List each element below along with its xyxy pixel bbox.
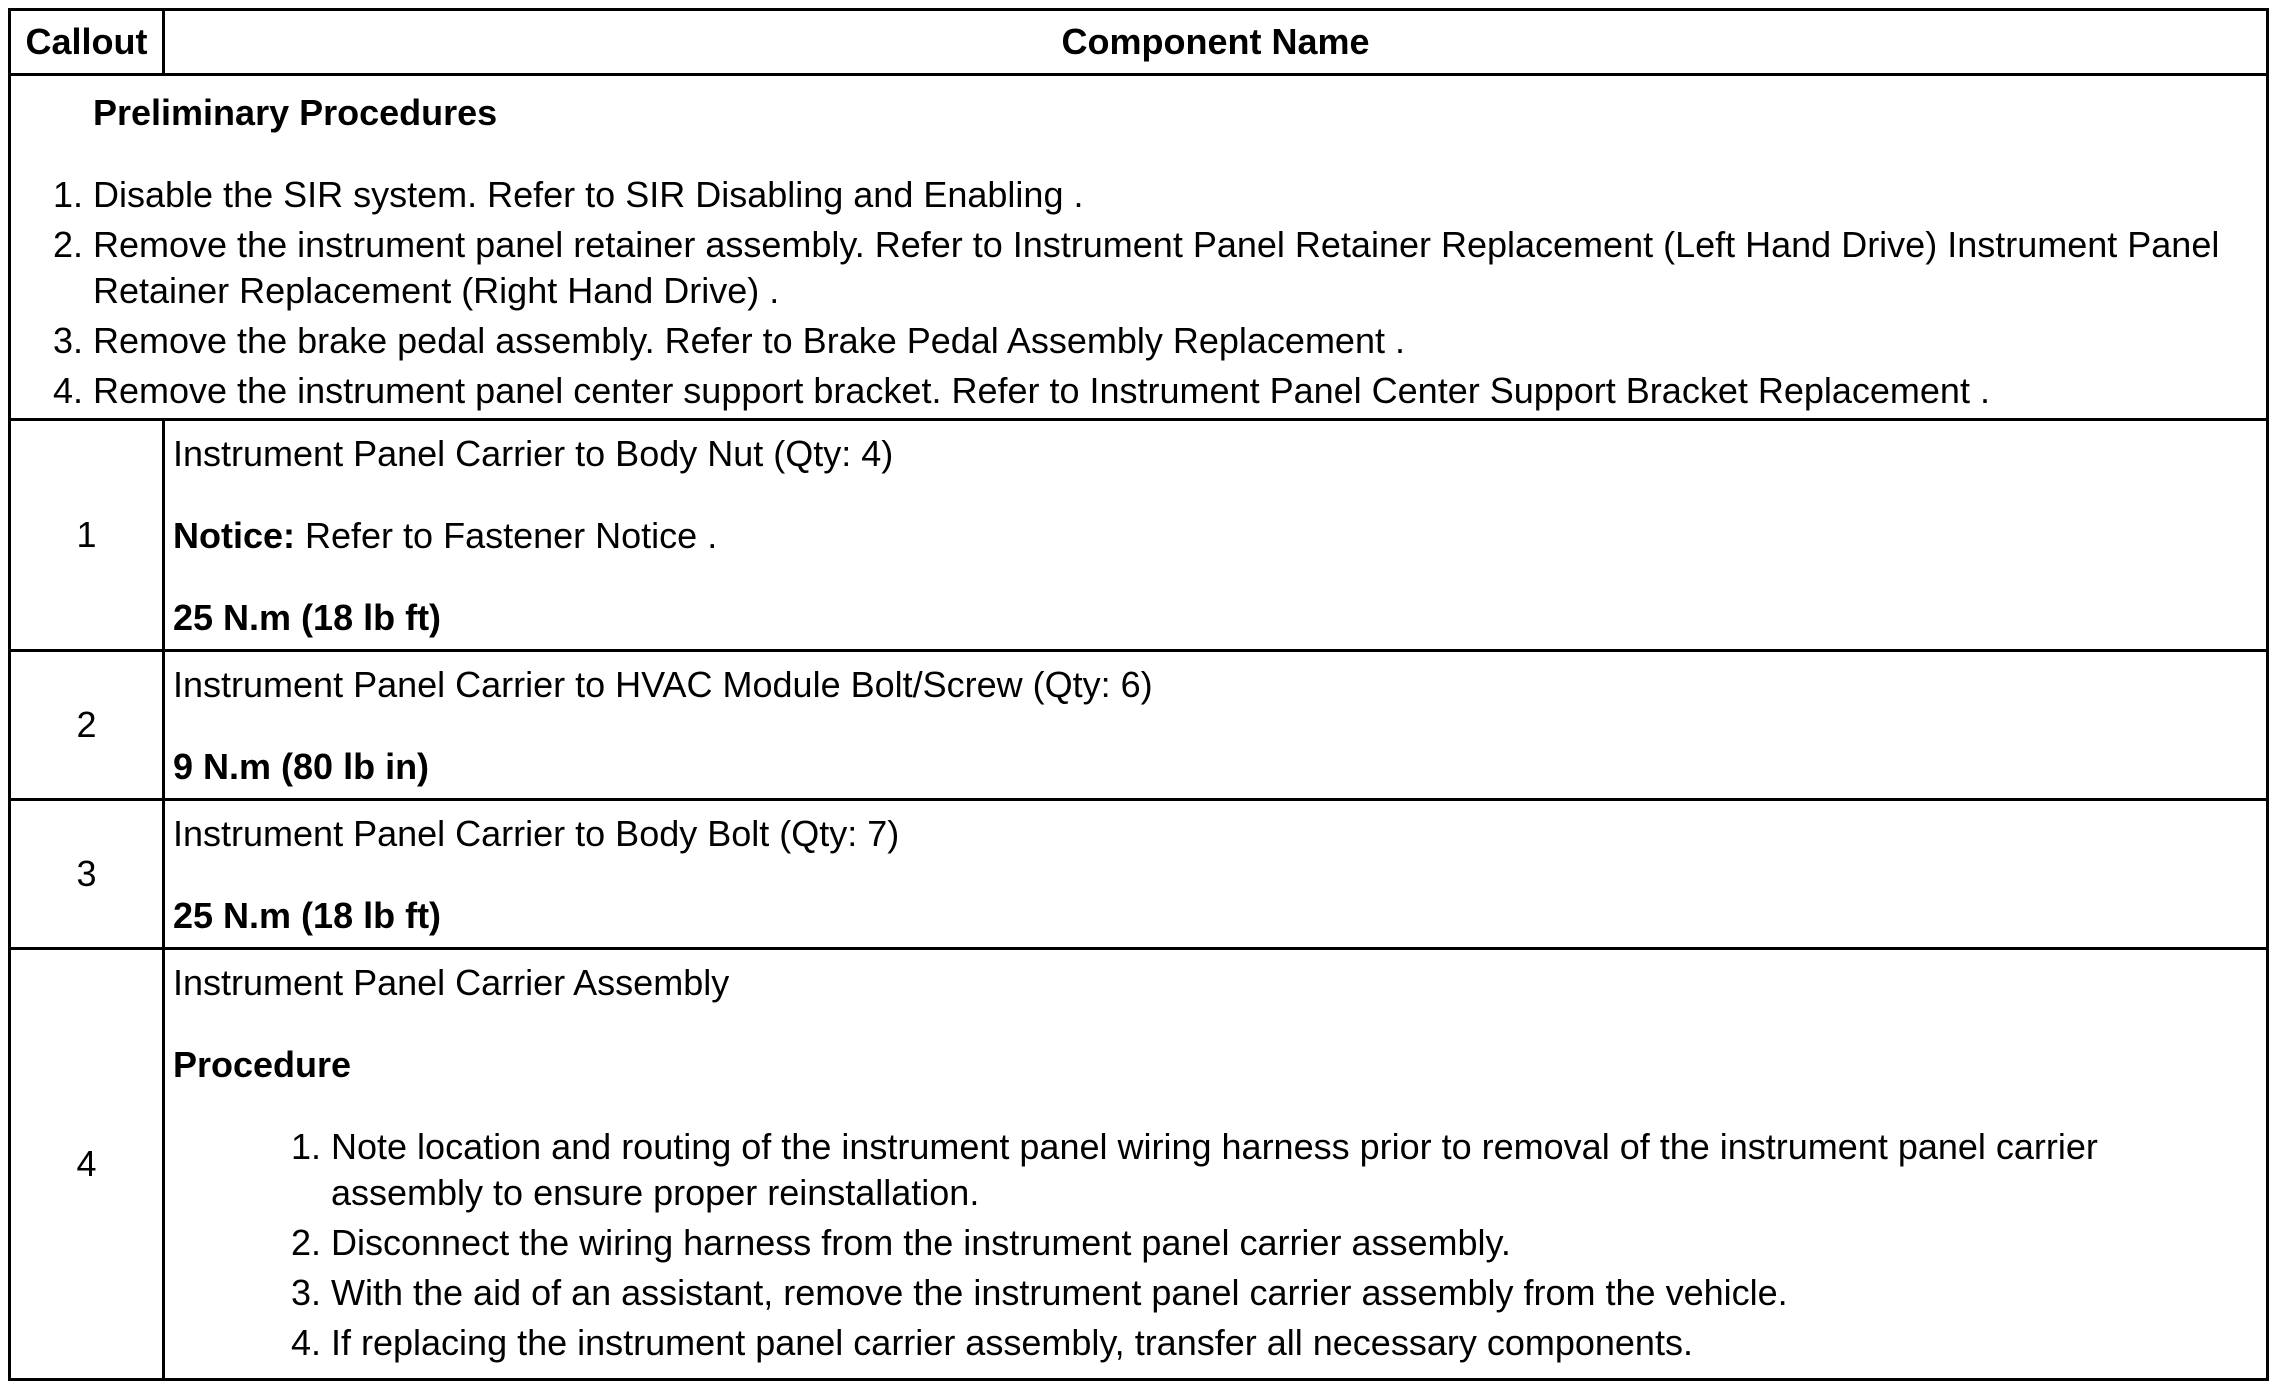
- notice-text: Refer to Fastener Notice .: [295, 515, 718, 556]
- procedure-title: Procedure: [173, 1044, 352, 1085]
- procedure-steps: [173, 1124, 2252, 1366]
- component-cell: [164, 949, 2268, 1380]
- preliminary-step: 3. Remove the brake pedal assembly. Refer to Brake Pedal Assembly Replacement .: [93, 318, 2236, 364]
- header-callout: Callout: [10, 10, 164, 75]
- torque-spec: 25 N.m (18 lb ft): [173, 895, 442, 936]
- callout-table: [8, 8, 2269, 1381]
- notice-label: Notice:: [173, 515, 296, 556]
- preliminary-title: Preliminary Procedures: [93, 92, 498, 133]
- callout-number: 3: [10, 800, 164, 949]
- preliminary-cell: [10, 75, 2268, 420]
- component-cell: [164, 800, 2268, 949]
- callout-number: 1: [10, 420, 164, 651]
- callout-number: 2: [10, 651, 164, 800]
- procedure-step: 2. Disconnect the wiring harness from the instrument panel carrier assembly.: [331, 1220, 2252, 1266]
- table-row: [10, 949, 2268, 1380]
- table-row: [10, 420, 2268, 651]
- preliminary-step: 2. Remove the instrument panel retainer assembly. Refer to Instrument Panel Retainer Replacement (Left Hand Drive) Instrument Panel Retainer Replacement (Right Hand Drive) .: [93, 222, 2236, 314]
- component-name: Instrument Panel Carrier to Body Bolt (Qty: 7): [173, 813, 900, 854]
- preliminary-row: [10, 75, 2268, 420]
- table-header-row: [10, 10, 2268, 75]
- procedure-step: 3. With the aid of an assistant, remove the instrument panel carrier assembly from the vehicle.: [331, 1270, 2252, 1316]
- component-name: Instrument Panel Carrier Assembly: [173, 962, 730, 1003]
- preliminary-step: 1. Disable the SIR system. Refer to SIR Disabling and Enabling .: [93, 172, 2236, 218]
- callout-table-container: [8, 8, 2266, 1363]
- procedure-step: 1. Note location and routing of the instrument panel wiring harness prior to removal of the instrument panel carrier assembly to ensure proper reinstallation.: [331, 1124, 2252, 1216]
- table-row: [10, 800, 2268, 949]
- notice: [173, 513, 2252, 559]
- component-name: Instrument Panel Carrier to HVAC Module Bolt/Screw (Qty: 6): [173, 664, 1153, 705]
- callout-number: 4: [10, 949, 164, 1380]
- table-row: [10, 651, 2268, 800]
- component-cell: [164, 420, 2268, 651]
- preliminary-step: 4. Remove the instrument panel center support bracket. Refer to Instrument Panel Center Support Bracket Replacement .: [93, 368, 2236, 414]
- component-cell: [164, 651, 2268, 800]
- component-name: Instrument Panel Carrier to Body Nut (Qty: 4): [173, 433, 894, 474]
- procedure-step: 4. If replacing the instrument panel carrier assembly, transfer all necessary components.: [331, 1320, 2252, 1366]
- preliminary-steps: [11, 172, 2236, 414]
- torque-spec: 9 N.m (80 lb in): [173, 746, 430, 787]
- header-component-name: Component Name: [164, 10, 2268, 75]
- torque-spec: 25 N.m (18 lb ft): [173, 597, 442, 638]
